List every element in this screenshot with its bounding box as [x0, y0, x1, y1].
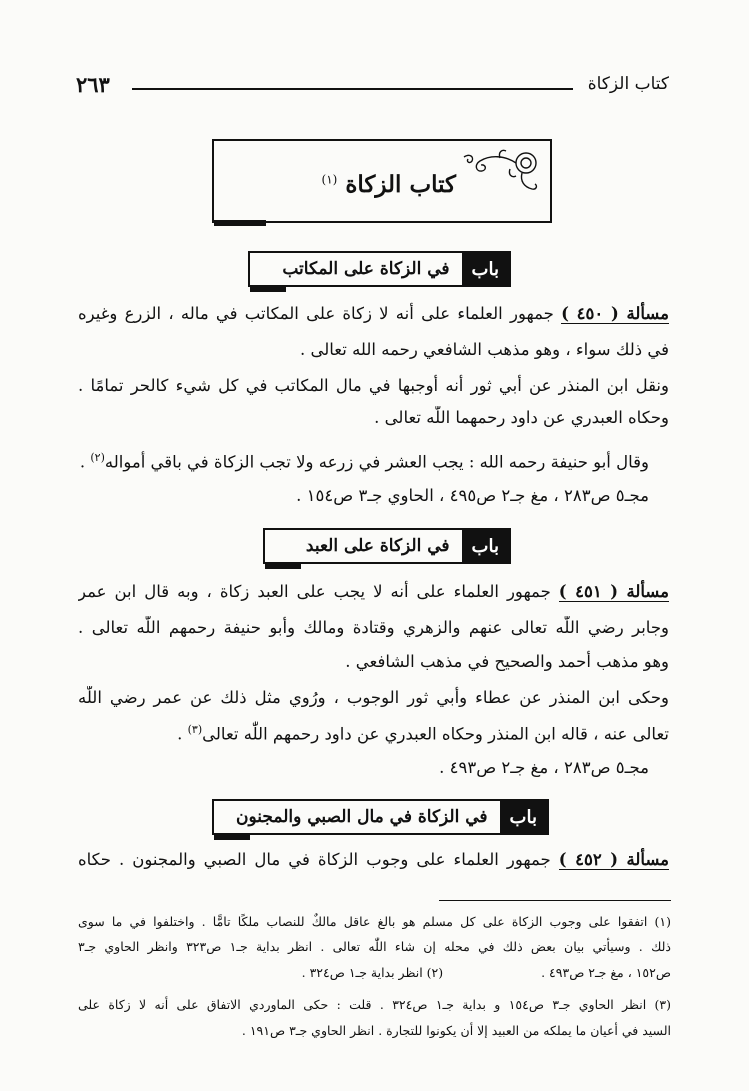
footnote-line: (٣) انظر الحاوي جـ٣ ص١٥٤ و بداية جـ١ ص٣٢٤ . قلت : حكى الماوردي الاتفاق على أنه لا زكاة على	[78, 997, 671, 1012]
chapter-title	[322, 171, 457, 198]
section-heading-sabi	[212, 799, 549, 835]
line-text: جمهور العلماء على أنه لا زكاة على المكاتب في ماله ، الزرع وغيره	[78, 304, 562, 323]
line-text: جمهور العلماء على وجوب الزكاة في مال الصبي والمجنون . حكاه	[78, 850, 559, 869]
footnote-ref: (٣)	[187, 723, 203, 736]
page-number: ٢٦٣	[76, 72, 110, 97]
footnote-line: السيد في أعيان ما يملكه من العبيد إلا أن يكونوا للتجارة . انظر الحاوي جـ٣ ص١٩١ .	[241, 1023, 671, 1038]
footnote-line: ذلك . وسيأتي بيان بعض ذلك في محله إن شاء اللّٰه تعالى . انظر بداية جـ١ ص٣٢٣ وانظر الحاوي جـ٣	[78, 939, 671, 954]
header-rule	[132, 88, 573, 90]
footnote-separator	[439, 900, 671, 901]
footnote-text: (٢) انظر بداية جـ١ ص٣٢٤ .	[301, 965, 444, 980]
section-label: في الزكاة في مال الصبي والمجنون	[236, 807, 488, 827]
section-shadow	[250, 287, 286, 292]
text-line: في ذلك سواء ، وهو مذهب الشافعي رحمه الله تعالى .	[299, 340, 669, 359]
section-label: في الزكاة على العبد	[305, 536, 450, 556]
reference-line: مجـ٥ ص٢٨٣ ، مغ جـ٢ ص٤٩٥ ، الحاوي جـ٣ ص١٥٤ .	[296, 486, 649, 505]
reference-line: مجـ٥ ص٢٨٣ ، مغ جـ٢ ص٤٩٣ .	[439, 758, 649, 777]
footnote-ref: (٢)	[90, 451, 105, 464]
section-tag: باب	[500, 801, 547, 833]
chapter-footnote-ref: (١)	[321, 172, 338, 187]
text-line: وحكى ابن المنذر عن عطاء وأبي ثور الوجوب ، ورُوي مثل ذلك عن عمر رضي اللّٰه	[78, 688, 669, 707]
line-text: تعالى عنه ، قاله ابن المنذر وحكاه العبدري عن داود رحمهم اللّٰه تعالى	[202, 724, 669, 744]
issue-number: مسألة ( ٤٥٠ )	[561, 304, 669, 323]
running-title: كتاب الزكاة	[587, 74, 669, 94]
section-shadow	[265, 564, 301, 569]
line-text: جمهور العلماء على أنه لا يجب على العبد زكاة ، وبه قال ابن عمر	[78, 582, 559, 601]
section-heading-mukatab	[248, 251, 511, 287]
text-line: وحكاه العبدري عن داود رحمهما اللّٰه تعالى .	[374, 408, 669, 427]
text-line: ونقل ابن المنذر عن أبي ثور أنه أوجبها في مال المكاتب في كل شيء كالحر تمامًا .	[78, 376, 669, 395]
text-line	[78, 848, 669, 872]
ornament-icon	[460, 145, 544, 193]
chapter-title-box	[212, 139, 552, 223]
footnote-text: ص١٥٢ ، مغ جـ٢ ص٤٩٣ .	[541, 965, 671, 980]
text-line	[78, 718, 669, 747]
text-line	[78, 302, 669, 326]
section-label: في الزكاة على المكاتب	[282, 259, 450, 279]
section-tag: باب	[462, 253, 509, 285]
text-line	[78, 446, 649, 475]
footnote-line	[78, 963, 671, 983]
footnote-line: (١) اتفقوا على وجوب الزكاة على كل مسلم هو بالغ عاقل مالكٌ للنصاب ملكًا تامًّا . واختلفوا في ما سوى	[78, 914, 671, 929]
line-text: .	[177, 724, 188, 744]
line-text: وقال أبو حنيفة رحمه الله : يجب العشر في زرعه ولا تجب الزكاة في باقي أمواله	[104, 452, 649, 472]
section-shadow	[214, 835, 250, 840]
issue-number: مسألة ( ٤٥١ )	[558, 582, 669, 601]
section-tag: باب	[462, 530, 509, 562]
issue-number: مسألة ( ٤٥٢ )	[558, 850, 669, 869]
text-line	[78, 580, 669, 604]
title-box-shadow	[214, 220, 266, 226]
section-heading-abd	[263, 528, 511, 564]
text-line: وجابر رضي اللّٰه تعالى عنهم والزهري وقتادة ومالك وأبو حنيفة رحمهم اللّٰه تعالى .	[78, 618, 669, 637]
text-line: وهو مذهب أحمد والصحيح في مذهب الشافعي .	[345, 652, 669, 671]
chapter-title-text: كتاب الزكاة	[345, 171, 456, 198]
running-header	[76, 74, 669, 100]
line-text: .	[79, 452, 91, 472]
